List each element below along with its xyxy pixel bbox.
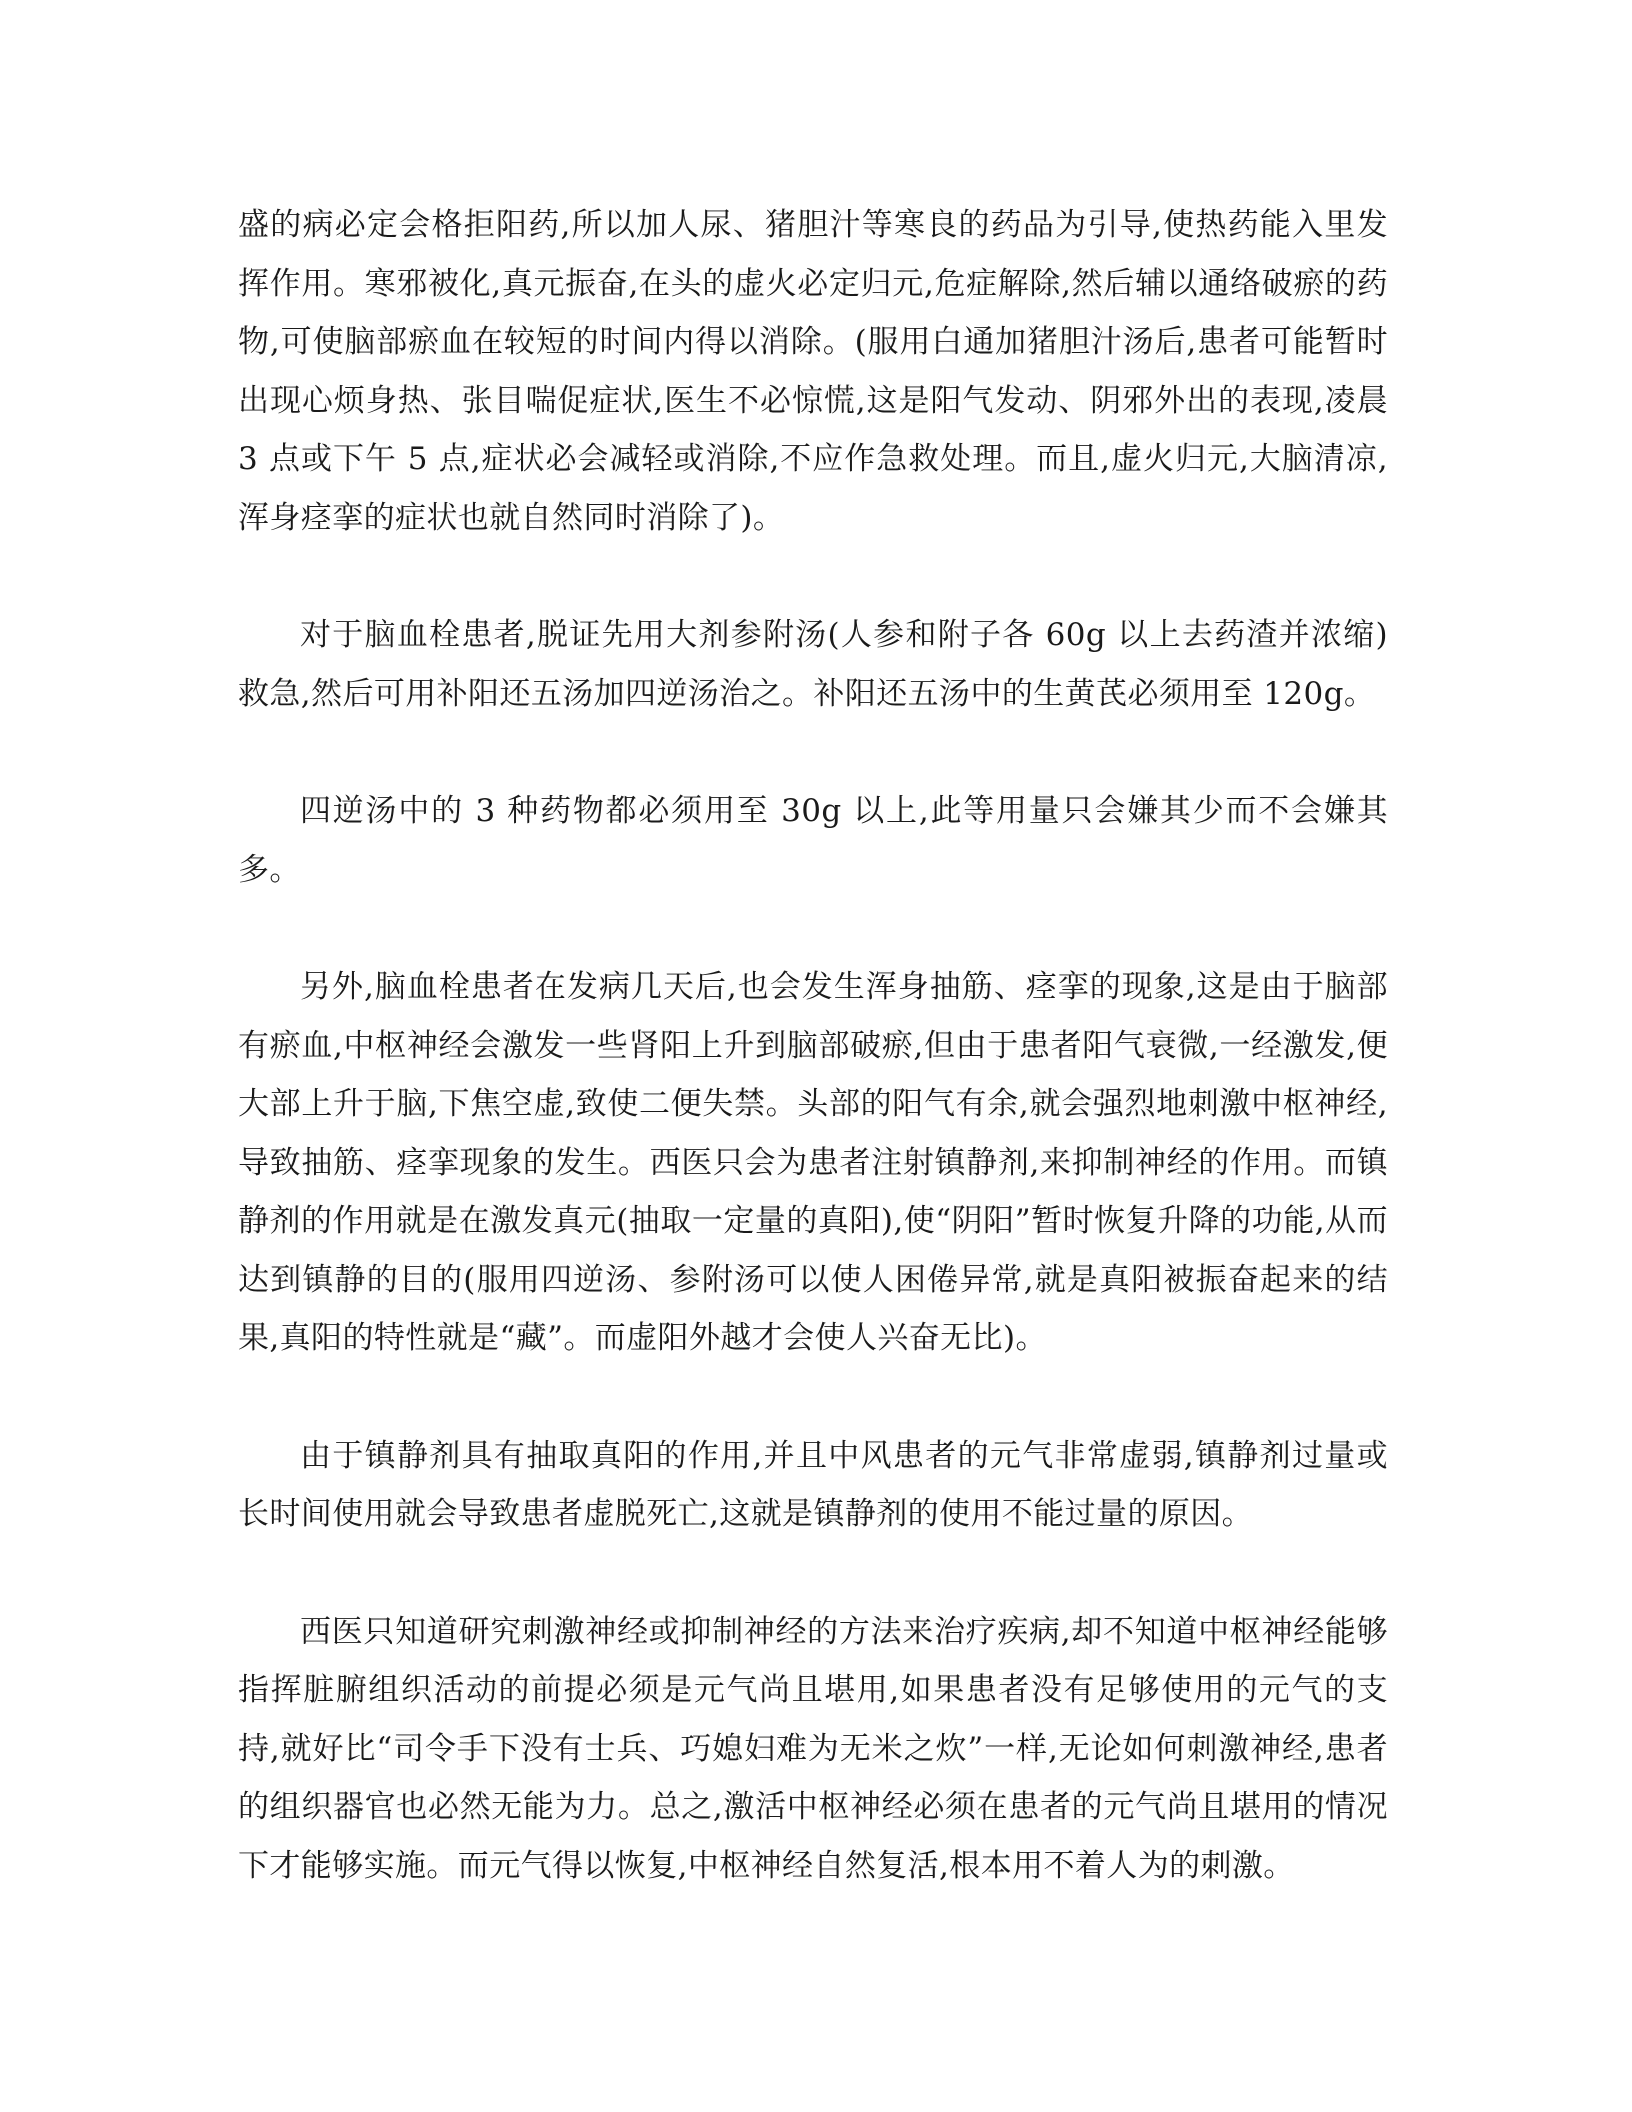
paragraph-cerebral-thrombosis-treatment: 对于脑血栓患者,脱证先用大剂参附汤(人参和附子各 60g 以上去药渣并浓缩)救急,然后可用补阳还五汤加四逆汤治之。补阳还五汤中的生黄芪必须用至 120g。 (238, 617, 1388, 712)
paragraph-sini-decoction-dosage: 四逆汤中的 3 种药物都必须用至 30g 以上,此等用量只会嫌其少而不会嫌其多。 (238, 793, 1388, 888)
paragraph-sedative-caution: 由于镇静剂具有抽取真阳的作用,并且中风患者的元气非常虚弱,镇静剂过量或长时间使用就会导致患者虚脱死亡,这就是镇静剂的使用不能过量的原因。 (238, 1437, 1388, 1532)
paragraph-central-nervous-system: 西医只知道研究刺激神经或抑制神经的方法来治疗疾病,却不知道中枢神经能够指挥脏腑组织活动的前提必须是元气尚且堪用,如果患者没有足够使用的元气的支持,就好比“司令手下没有士兵、巧媳妇难为无米之炊”一样,无论如何刺激神经,患者的组织器官也必然无能为力。总之,激活中枢神经必须在患者的元气尚且堪用的情况下才能够实施。而元气得以恢复,中枢神经自然复活,根本用不着人为的刺激。 (238, 1613, 1388, 1884)
paragraph-convulsion-explanation: 另外,脑血栓患者在发病几天后,也会发生浑身抽筋、痉挛的现象,这是由于脑部有瘀血,中枢神经会激发一些肾阳上升到脑部破瘀,但由于患者阳气衰微,一经激发,便大部上升于脑,下焦空虚,致使二便失禁。头部的阳气有余,就会强烈地刺激中枢神经,导致抽筋、痉挛现象的发生。西医只会为患者注射镇静剂,来抑制神经的作用。而镇静剂的作用就是在激发真元(抽取一定量的真阳),使“阴阳”暂时恢复升降的功能,从而达到镇静的目的(服用四逆汤、参附汤可以使人困倦异常,就是真阳被振奋起来的结果,真阳的特性就是“藏”。而虚阳外越才会使人兴奋无比)。 (238, 969, 1388, 1356)
paragraph-continuation: 盛的病必定会格拒阳药,所以加人尿、猪胆汁等寒良的药品为引导,使热药能入里发挥作用。寒邪被化,真元振奋,在头的虚火必定归元,危症解除,然后辅以通络破瘀的药物,可使脑部瘀血在较短的时间内得以消除。(服用白通加猪胆汁汤后,患者可能暂时出现心烦身热、张目喘促症状,医生不必惊慌,这是阳气发动、阴邪外出的表现,凌晨 3 点或下午 5 点,症状必会减轻或消除,不应作急救处理。而且,虚火归元,大脑清凉,浑身痉挛的症状也就自然同时消除了)。 (238, 207, 1388, 536)
document-body (238, 196, 1388, 1895)
